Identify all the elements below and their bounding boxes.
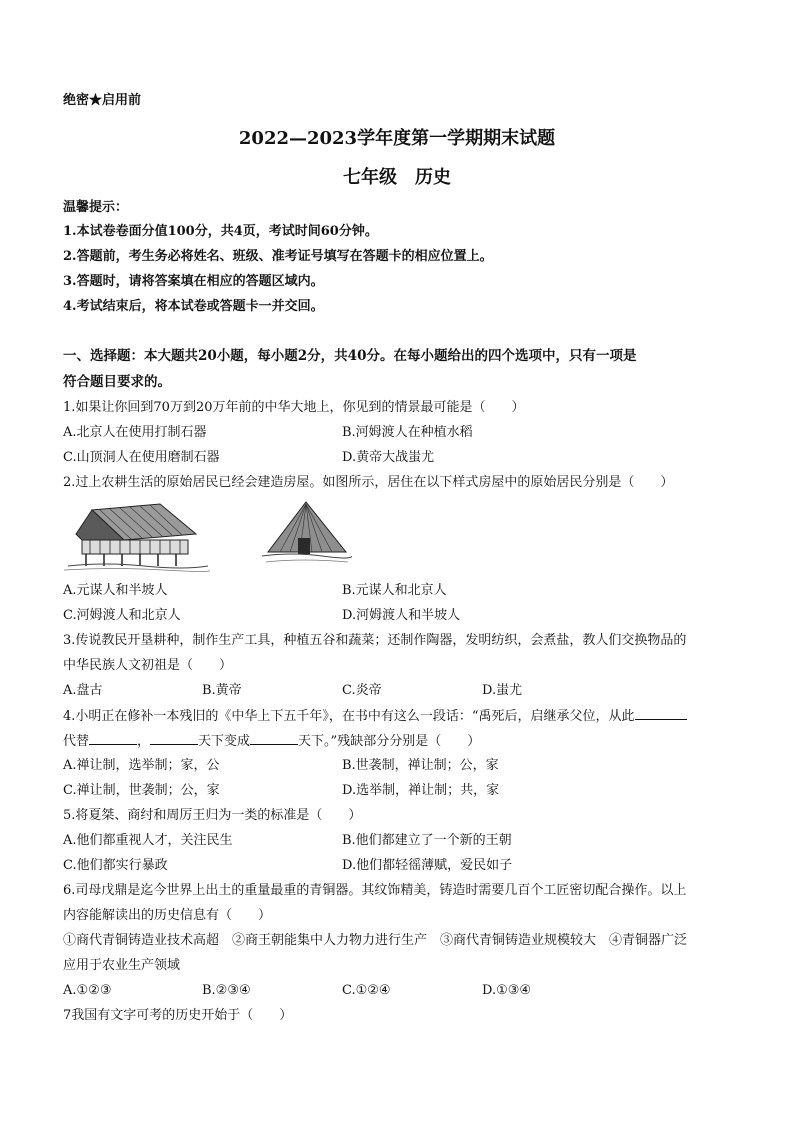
q6-option-c: C.①②④ xyxy=(342,983,391,998)
q4-option-d: D.选举制，禅让制；共，家 xyxy=(342,783,500,798)
q6-option-b: B.②③④ xyxy=(202,983,251,998)
q4-option-c: C.禅让制，世袭制；公，家 xyxy=(63,783,220,798)
q4-text-a: 代替 xyxy=(63,734,90,749)
answer-blank xyxy=(150,732,198,745)
q5-option-d: D.他们都轻徭薄赋，爱民如子 xyxy=(342,858,513,873)
tip-item: 4.考试结束后，将本试卷或答题卡一并交回。 xyxy=(63,299,324,314)
exam-title: 2022—2023学年度第一学期期末试题 xyxy=(238,128,556,149)
q6-option-a: A.①②③ xyxy=(63,983,112,998)
exam-subtitle: 七年级 历史 xyxy=(343,167,451,188)
tip-item: 1.本试卷卷面分值100分，共4页，考试时间60分钟。 xyxy=(63,224,378,239)
q1-option-a: A.北京人在使用打制石器 xyxy=(63,425,207,440)
q5-option-a: A.他们都重视人才，关注民生 xyxy=(63,833,233,848)
q5-option-c: C.他们都实行暴政 xyxy=(63,858,168,873)
q3-option-a: A.盘古 xyxy=(63,683,103,698)
q1-stem: 1.如果让你回到70万到20万年前的中华大地上，你见到的情景最可能是（ ） xyxy=(63,400,525,415)
tip-item: 3.答题时，请将答案填在相应的答题区域内。 xyxy=(63,274,324,289)
q4-text-d: 天下。”残缺部分分别是（ ） xyxy=(298,734,481,749)
answer-blank xyxy=(250,732,298,745)
semi-underground-hut-image xyxy=(262,500,352,572)
q4-option-a: A.禅让制，选举制；家，公 xyxy=(63,758,220,773)
q4-text-c: 天下变成 xyxy=(198,734,251,749)
q4-stem xyxy=(63,707,687,726)
q6-statements: ①商代青铜铸造业技术高超 ②商王朝能集中人力物力进行生产 ③商代青铜铸造业规模较大 ④青铜器广泛 xyxy=(63,933,688,948)
q6-option-d: D.①③④ xyxy=(482,983,532,998)
tips-heading: 温馨提示： xyxy=(63,200,129,215)
q6-stem: 6.司母戊鼎是迄今世界上出土的重量最重的青铜器。其纹饰精美，铸造时需要几百个工匠密切配合操作。以上 xyxy=(63,883,687,898)
q5-option-b: B.他们都建立了一个新的王朝 xyxy=(342,833,512,848)
q1-option-c: C.山顶洞人在使用磨制石器 xyxy=(63,450,220,465)
q4-option-b: B.世袭制，禅让制；公，家 xyxy=(342,758,499,773)
q3-stem-cont: 中华民族人文初祖是（ ） xyxy=(63,658,233,673)
answer-blank xyxy=(635,707,687,720)
q4-stem-text: 4.小明正在修补一本残旧的《中华上下五千年》，在书中有这么一段话：“禹死后，启继承父位，从此 xyxy=(63,709,635,724)
stilt-house-image xyxy=(64,500,210,572)
q6-statements-cont: 应用于农业生产领域 xyxy=(63,958,181,973)
q7-stem: 7我国有文字可考的历史开始于（ ） xyxy=(63,1008,293,1023)
tip-item: 2.答题前，考生务必将姓名、班级、准考证号填写在答题卡的相应位置上。 xyxy=(63,249,493,264)
q3-stem: 3.传说教民开垦耕种，制作生产工具，种植五谷和蔬菜；还制作陶器，发明纺织，会煮盐，教人们交换物品的 xyxy=(63,633,687,648)
q4-stem-cont xyxy=(63,732,480,751)
answer-blank xyxy=(89,732,137,745)
q4-text-b: ， xyxy=(137,734,151,749)
secret-label: 绝密★启用前 xyxy=(63,93,142,108)
q2-option-d: D.河姆渡人和半坡人 xyxy=(342,608,461,623)
q5-stem: 5.将夏桀、商纣和周厉王归为一类的标准是（ ） xyxy=(63,808,362,823)
q2-option-c: C.河姆渡人和北京人 xyxy=(63,608,181,623)
q3-option-d: D.蚩尤 xyxy=(482,683,523,698)
q2-option-b: B.元谋人和北京人 xyxy=(342,583,447,598)
q3-option-b: B.黄帝 xyxy=(202,683,242,698)
section-heading-cont: 符合题目要求的。 xyxy=(63,374,171,390)
q3-option-c: C.炎帝 xyxy=(342,683,382,698)
q1-option-d: D.黄帝大战蚩尤 xyxy=(342,450,435,465)
q1-option-b: B.河姆渡人在种植水稻 xyxy=(342,425,473,440)
q2-option-a: A.元谋人和半坡人 xyxy=(63,583,168,598)
section-heading: 一、选择题：本大题共20小题，每小题2分，共40分。在每小题给出的四个选项中，只有一项是 xyxy=(63,348,637,364)
q2-stem: 2.过上农耕生活的原始居民已经会建造房屋。如图所示，居住在以下样式房屋中的原始居民分别是（ ） xyxy=(63,475,674,490)
q6-stem-cont: 内容能解读出的历史信息有（ ） xyxy=(63,908,272,923)
